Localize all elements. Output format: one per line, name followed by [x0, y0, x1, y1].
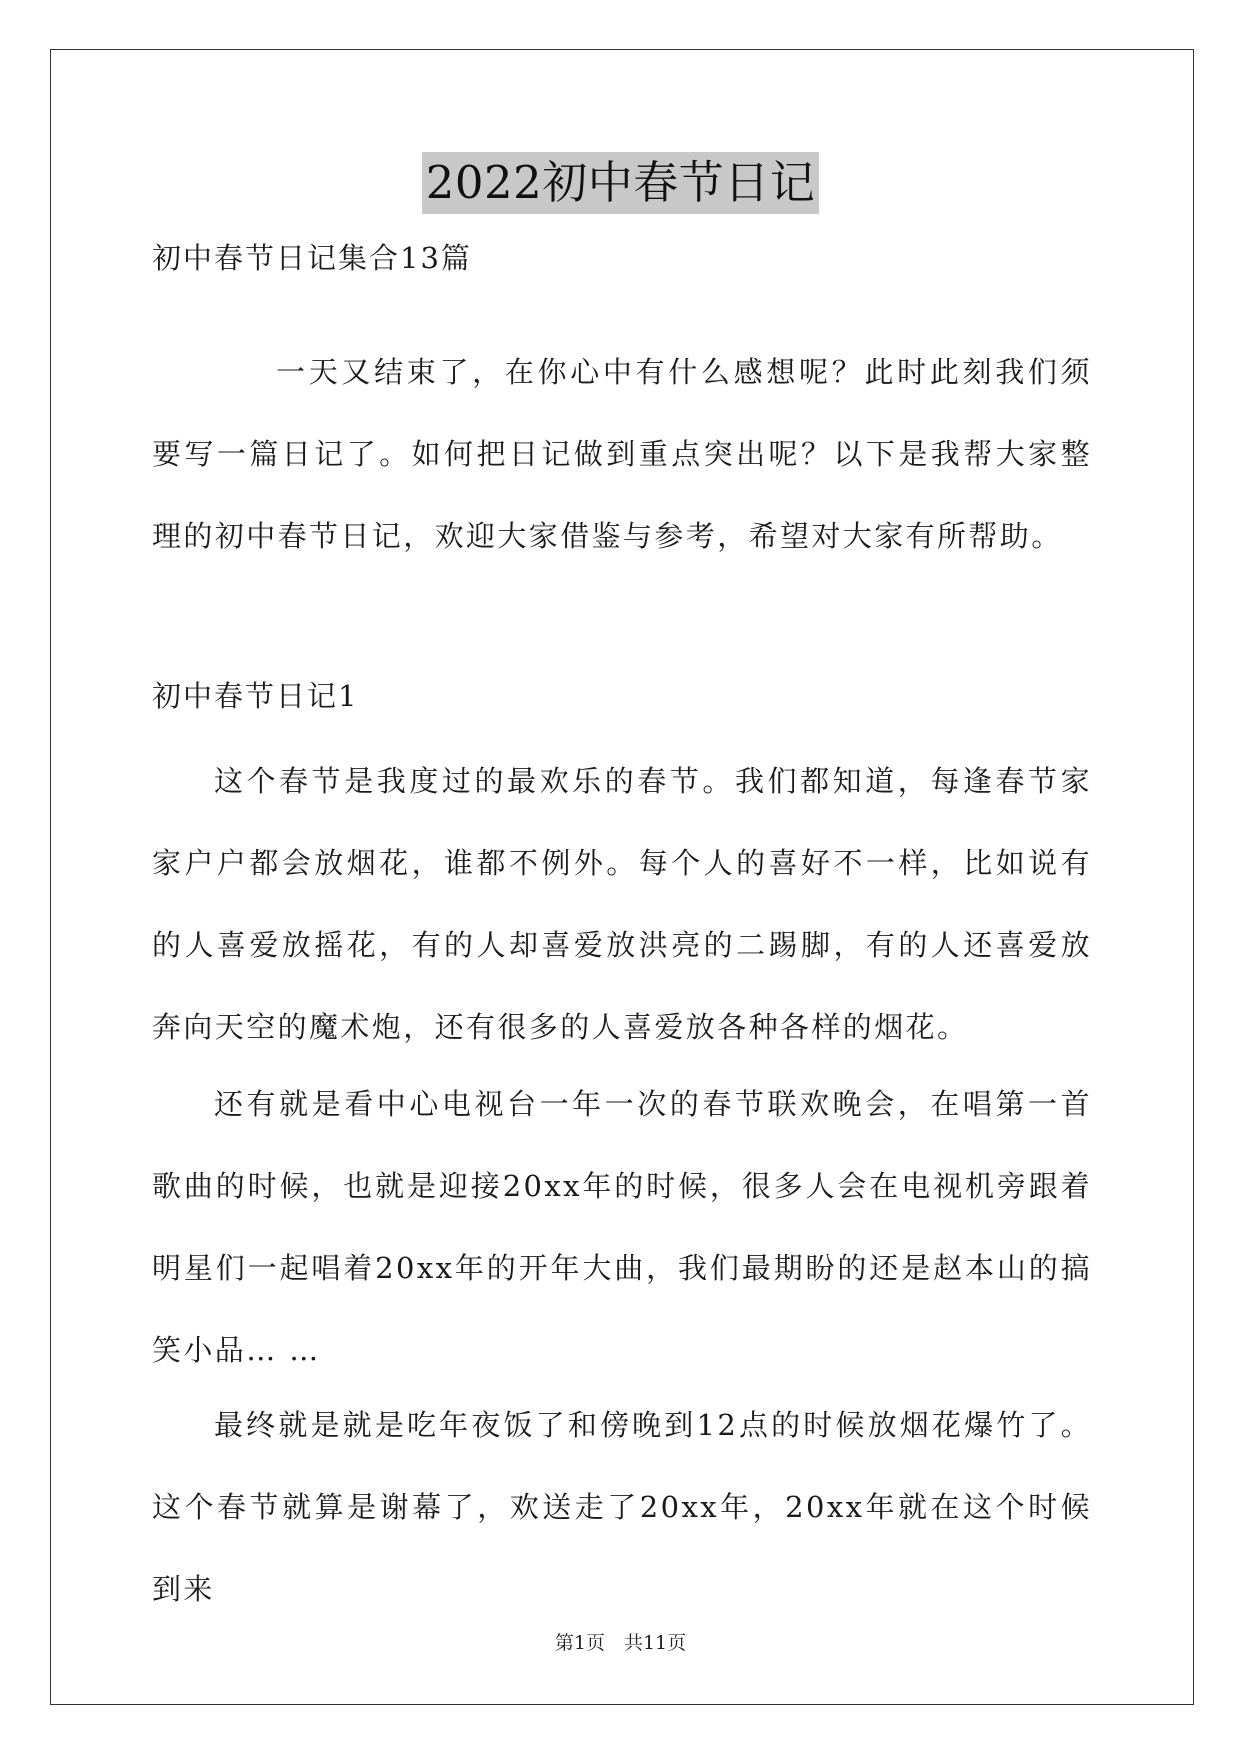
intro-paragraph: 一天又结束了，在你心中有什么感想呢？此时此刻我们须要写一篇日记了。如何把日记做到重点突出呢？以下是我帮大家整理的初中春节日记，欢迎大家借鉴与参考，希望对大家有所帮助。 [152, 355, 1092, 553]
body-paragraph-3: 最终就是就是吃年夜饭了和傍晚到12点的时候放烟花爆竹了。这个春节就算是谢幕了，欢送走了20xx年，20xx年就在这个时候到来 [152, 1408, 1092, 1606]
body-paragraph-1: 这个春节是我度过的最欢乐的春节。我们都知道，每逢春节家家户户都会放烟花，谁都不例外。每个人的喜好不一样，比如说有的人喜爱放摇花，有的人却喜爱放洪亮的二踢脚，有的人还喜爱放奔向天空的魔术炮，还有很多的人喜爱放各种各样的烟花。 [152, 764, 1092, 1044]
title-container [0, 152, 1241, 214]
body-paragraph-2: 还有就是看中心电视台一年一次的春节联欢晚会，在唱第一首歌曲的时候，也就是迎接20xx年的时候，很多人会在电视机旁跟着明星们一起唱着20xx年的开年大曲，我们最期盼的还是赵本山的搞笑小品… … [152, 1087, 1092, 1367]
page-number-footer: 第1页 共11页 [554, 1632, 687, 1654]
document-title: 2022初中春节日记 [422, 152, 820, 214]
document-subtitle: 初中春节日记集合13篇 [152, 241, 472, 275]
section-heading: 初中春节日记1 [152, 679, 359, 713]
